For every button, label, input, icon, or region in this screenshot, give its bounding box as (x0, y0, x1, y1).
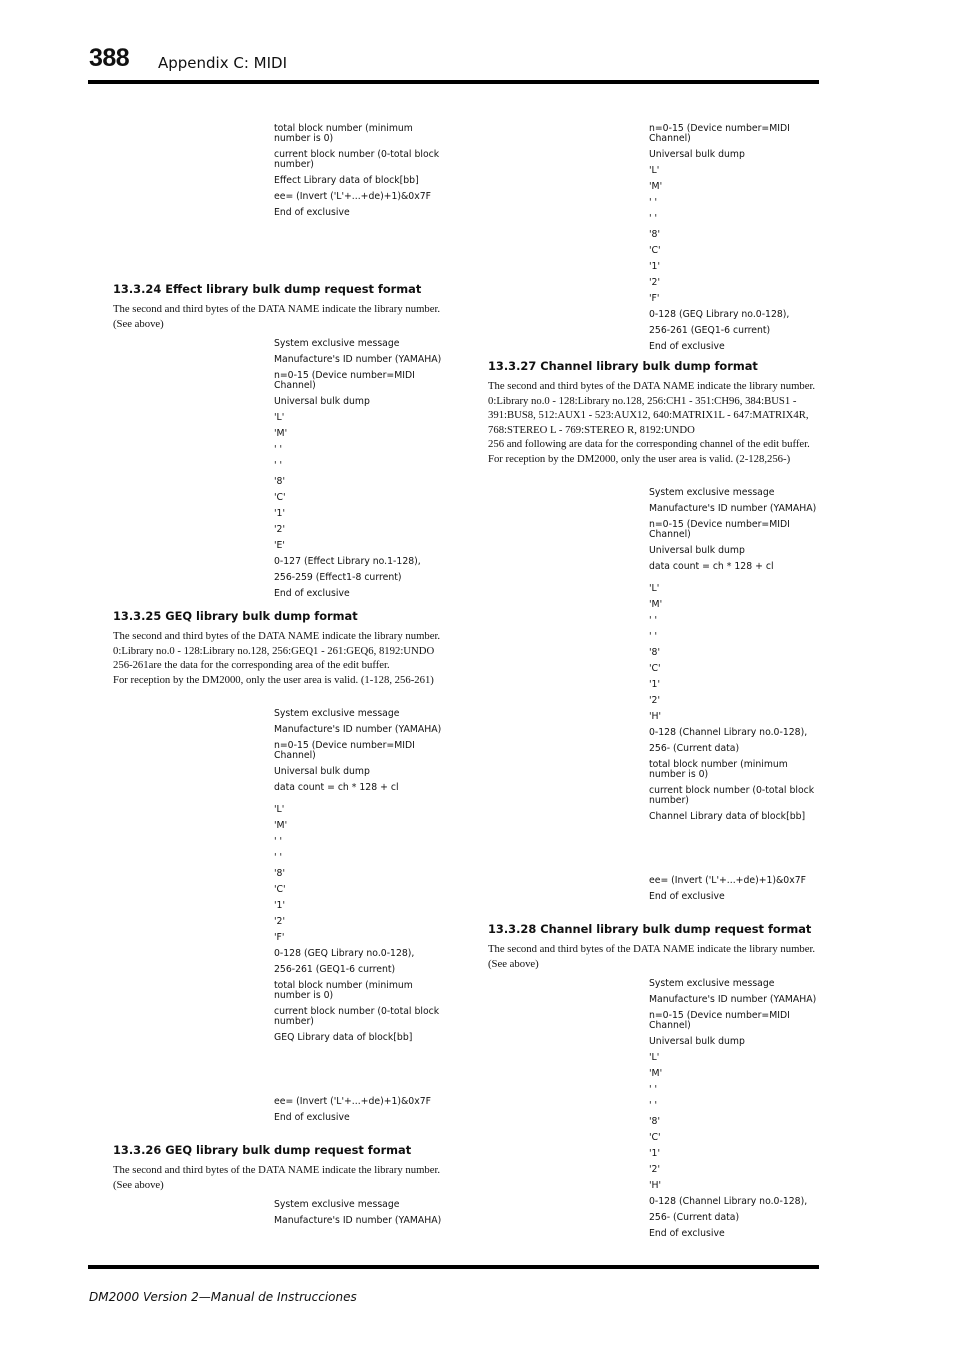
data-item: 'M' (649, 1068, 663, 1079)
section-paragraph: The second and third bytes of the DATA NAME indicate the library number. (See above) (113, 1164, 441, 1191)
data-item: '1' (649, 261, 661, 272)
footer-rule (88, 1265, 819, 1269)
data-list-13-3-27-a (649, 488, 821, 578)
data-item: n=0-15 (Device number=MIDI Channel) (274, 740, 415, 761)
data-list-13-3-28 (649, 979, 821, 1245)
data-item: 'C' (274, 492, 286, 503)
data-item: System exclusive message (274, 1199, 400, 1210)
data-item: ' ' (274, 836, 283, 847)
data-item: 'M' (649, 599, 663, 610)
data-item: n=0-15 (Device number=MIDI Channel) (649, 519, 790, 540)
paragraph-line: For reception by the DM2000, only the user area is valid. (1-128, 256-261) (113, 673, 434, 686)
data-item: 0-128 (Channel Library no.0-128), (649, 727, 808, 738)
data-item: Universal bulk dump (274, 766, 370, 777)
data-item: 'L' (274, 412, 285, 423)
data-item: 'M' (274, 428, 288, 439)
data-item: 0-128 (GEQ Library no.0-128), (274, 948, 415, 959)
section-title-13-3-27: 13.3.27 Channel library bulk dump format (488, 359, 758, 373)
data-item: current block number (0-total block number) (649, 785, 815, 806)
footer-text: DM2000 Version 2—Manual de Instrucciones (89, 1290, 357, 1304)
data-item: total block number (minimum number is 0) (649, 759, 788, 780)
data-item: Channel Library data of block[bb] (649, 811, 806, 822)
data-item: ee= (Invert ('L'+...+de)+1)&0x7F (649, 875, 806, 886)
data-item: 'L' (649, 165, 660, 176)
data-item: System exclusive message (274, 708, 400, 719)
data-item: ' ' (649, 631, 658, 642)
data-item: '1' (274, 900, 286, 911)
header-rule (88, 80, 819, 84)
data-item: ' ' (649, 1084, 658, 1095)
data-list-13-3-27-c (649, 876, 821, 908)
data-item: End of exclusive (649, 1228, 725, 1239)
data-item: Effect Library data of block[bb] (274, 175, 419, 186)
data-item: '2' (649, 277, 661, 288)
data-item: 'C' (274, 884, 286, 895)
data-list-left-continued (274, 124, 446, 224)
data-list-13-3-27-b (649, 584, 821, 828)
data-item: 'L' (274, 804, 285, 815)
data-item: '2' (274, 916, 286, 927)
data-item: 'M' (274, 820, 288, 831)
paragraph-line: The second and third bytes of the DATA NAME indicate the library number. (488, 380, 816, 392)
data-item: End of exclusive (274, 207, 350, 218)
data-item: 256-261 (GEQ1-6 current) (274, 964, 396, 975)
data-item: 'C' (649, 245, 661, 256)
page-number: 388 (89, 44, 130, 72)
section-title-13-3-28: 13.3.28 Channel library bulk dump request format (488, 922, 812, 936)
chapter-title: Appendix C: MIDI (158, 54, 288, 72)
data-item: n=0-15 (Device number=MIDI Channel) (649, 123, 790, 144)
data-item: 256- (Current data) (649, 743, 740, 754)
data-item: ' ' (274, 852, 283, 863)
paragraph-line: The second and third bytes of the DATA NAME indicate the library number. (113, 630, 441, 642)
data-item: 'H' (649, 711, 662, 722)
data-item: System exclusive message (274, 338, 400, 349)
data-item: current block number (0-total block number) (274, 149, 440, 170)
section-paragraph: The second and third bytes of the DATA NAME indicate the library number. (See above) (488, 943, 816, 970)
data-item: Universal bulk dump (649, 1036, 745, 1047)
data-list-13-3-26 (274, 1200, 446, 1232)
section-title-13-3-25: 13.3.25 GEQ library bulk dump format (113, 609, 358, 623)
section-title-13-3-24: 13.3.24 Effect library bulk dump request format (113, 282, 422, 296)
data-item: End of exclusive (274, 1112, 350, 1123)
data-item: '1' (274, 508, 286, 519)
data-item: data count = ch * 128 + cl (649, 561, 774, 572)
data-item: data count = ch * 128 + cl (274, 782, 399, 793)
data-item: 'H' (649, 1180, 662, 1191)
data-item: 0-127 (Effect Library no.1-128), (274, 556, 421, 567)
data-item: End of exclusive (274, 588, 350, 599)
section-paragraph: The second and third bytes of the DATA NAME indicate the library number. (See above) (113, 303, 441, 330)
data-item: 256-261 (GEQ1-6 current) (649, 325, 771, 336)
data-item: 0-128 (Channel Library no.0-128), (649, 1196, 808, 1207)
data-item: 'L' (649, 583, 660, 594)
data-item: ' ' (274, 444, 283, 455)
data-item: Universal bulk dump (649, 149, 745, 160)
data-item: 'C' (649, 663, 661, 674)
data-item: 256-259 (Effect1-8 current) (274, 572, 402, 583)
data-list-13-3-25-b (274, 805, 446, 1049)
data-item: Manufacture's ID number (YAMAHA) (274, 724, 442, 735)
data-item: 'F' (274, 932, 285, 943)
data-item: System exclusive message (649, 978, 775, 989)
data-item: '8' (649, 647, 661, 658)
data-item: '8' (649, 1116, 661, 1127)
data-item: '2' (649, 695, 661, 706)
data-item: '2' (274, 524, 286, 535)
data-item: 'M' (649, 181, 663, 192)
data-item: ' ' (274, 460, 283, 471)
data-item: 'C' (649, 1132, 661, 1143)
section-title-13-3-26: 13.3.26 GEQ library bulk dump request format (113, 1143, 412, 1157)
data-item: '8' (274, 868, 286, 879)
data-item: 'L' (649, 1052, 660, 1063)
data-list-13-3-24 (274, 339, 446, 605)
section-paragraph (488, 379, 821, 466)
data-item: Manufacture's ID number (YAMAHA) (274, 1215, 442, 1226)
data-item: System exclusive message (649, 487, 775, 498)
data-item: Universal bulk dump (274, 396, 370, 407)
data-item: n=0-15 (Device number=MIDI Channel) (649, 1010, 790, 1031)
data-list-13-3-25-c (274, 1097, 446, 1129)
data-item: '1' (649, 1148, 661, 1159)
data-item: ' ' (649, 615, 658, 626)
data-item: n=0-15 (Device number=MIDI Channel) (274, 370, 415, 391)
data-item: ' ' (649, 197, 658, 208)
data-item: ' ' (649, 213, 658, 224)
data-item: '1' (649, 679, 661, 690)
data-list-right-continued (649, 124, 821, 358)
data-item: ee= (Invert ('L'+...+de)+1)&0x7F (274, 191, 431, 202)
data-item: 256- (Current data) (649, 1212, 740, 1223)
data-item: 'E' (274, 540, 285, 551)
data-item: current block number (0-total block number) (274, 1006, 440, 1027)
data-item: '8' (649, 229, 661, 240)
paragraph-line: 256 and following are data for the corresponding channel of the edit buffer. For reception by the DM2000, only the user area is valid. (2-128,256-) (488, 438, 810, 465)
data-list-13-3-25-a (274, 709, 446, 799)
paragraph-line: 0:Library no.0 - 128:Library no.128, 256:GEQ1 - 261:GEQ6, 8192:UNDO (113, 644, 435, 657)
data-item: End of exclusive (649, 891, 725, 902)
data-item: total block number (minimum number is 0) (274, 123, 413, 144)
data-item: 0-128 (GEQ Library no.0-128), (649, 309, 790, 320)
data-item: ee= (Invert ('L'+...+de)+1)&0x7F (274, 1096, 431, 1107)
section-paragraph (113, 629, 446, 687)
data-item: 'F' (649, 293, 660, 304)
data-item: End of exclusive (649, 341, 725, 352)
data-item: Universal bulk dump (649, 545, 745, 556)
data-item: '8' (274, 476, 286, 487)
data-item: Manufacture's ID number (YAMAHA) (649, 503, 817, 514)
data-item: '2' (649, 1164, 661, 1175)
data-item: ' ' (649, 1100, 658, 1111)
data-item: Manufacture's ID number (YAMAHA) (649, 994, 817, 1005)
paragraph-line: 0:Library no.0 - 128:Library no.128, 256:CH1 - 351:CH96, 384:BUS1 - 391:BUS8, 512:AUX1 - 523:AUX12, 640:MATRIX1L - 647:MATRIX4R, 768:STEREO L - 769:STEREO R, 8192:UNDO (488, 394, 809, 436)
paragraph-line: 256-261are the data for the corresponding area of the edit buffer. (113, 659, 390, 671)
data-item: GEQ Library data of block[bb] (274, 1032, 413, 1043)
data-item: total block number (minimum number is 0) (274, 980, 413, 1001)
data-item: Manufacture's ID number (YAMAHA) (274, 354, 442, 365)
